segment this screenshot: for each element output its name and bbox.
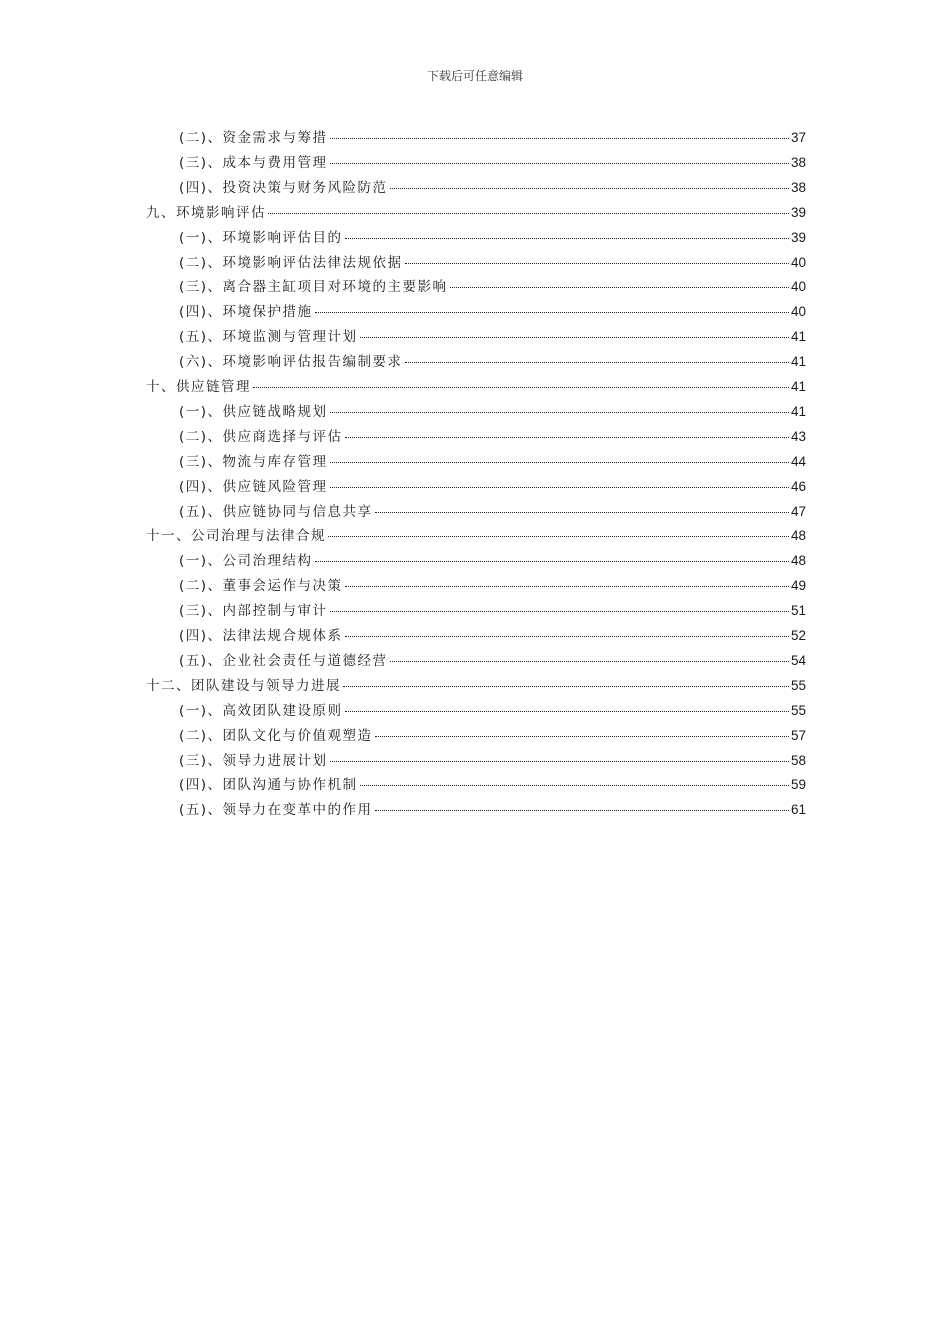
toc-section-entry[interactable] xyxy=(179,500,806,522)
toc-page-number: 41 xyxy=(790,354,806,370)
toc-dot-leader xyxy=(330,611,789,612)
toc-page-number: 43 xyxy=(790,428,806,444)
toc-section-entry[interactable] xyxy=(179,699,806,721)
toc-dot-leader xyxy=(405,263,789,264)
toc-entry-title: 九、环境影响评估 xyxy=(146,204,266,221)
toc-entry-title: 十一、公司治理与法律合规 xyxy=(146,528,326,545)
toc-dot-leader xyxy=(360,785,789,786)
toc-page-number: 51 xyxy=(790,603,806,619)
toc-entry-title: (三)、内部控制与审计 xyxy=(179,603,328,620)
toc-section-entry[interactable] xyxy=(179,300,806,322)
toc-page-number: 46 xyxy=(790,478,806,494)
toc-entry-title: (五)、企业社会责任与道德经营 xyxy=(179,652,388,669)
toc-dot-leader xyxy=(253,387,789,388)
toc-entry-title: (二)、供应商选择与评估 xyxy=(179,428,343,445)
toc-section-entry[interactable] xyxy=(179,325,806,347)
toc-entry-title: (四)、投资决策与财务风险防范 xyxy=(179,179,388,196)
toc-section-entry[interactable] xyxy=(179,749,806,771)
toc-dot-leader xyxy=(328,536,789,537)
toc-dot-leader xyxy=(268,213,789,214)
toc-section-entry[interactable] xyxy=(179,350,806,372)
toc-section-entry[interactable] xyxy=(179,475,806,497)
toc-dot-leader xyxy=(375,736,789,737)
toc-section-entry[interactable] xyxy=(179,773,806,795)
toc-page-number: 41 xyxy=(790,403,806,419)
toc-entry-title: (五)、供应链协同与信息共享 xyxy=(179,503,373,520)
toc-page-number: 52 xyxy=(790,628,806,643)
toc-entry-title: (四)、团队沟通与协作机制 xyxy=(179,777,358,794)
toc-entry-title: (一)、公司治理结构 xyxy=(179,553,313,570)
toc-section-entry[interactable] xyxy=(179,275,806,297)
toc-section-entry[interactable] xyxy=(179,599,806,621)
toc-entry-title: (二)、董事会运作与决策 xyxy=(179,578,343,595)
toc-dot-leader xyxy=(390,661,789,662)
toc-entry-title: (一)、供应链战略规划 xyxy=(179,403,328,420)
toc-page-number: 47 xyxy=(790,503,806,519)
page-header: 下载后可任意编辑 xyxy=(426,69,523,83)
toc-dot-leader xyxy=(330,163,789,164)
toc-entry-title: (一)、高效团队建设原则 xyxy=(179,702,343,719)
toc-entry-title: (一)、环境影响评估目的 xyxy=(179,229,343,246)
toc-chapter-entry[interactable] xyxy=(146,375,806,397)
toc-dot-leader xyxy=(330,462,789,463)
toc-dot-leader xyxy=(315,312,789,313)
toc-entry-title: (二)、团队文化与价值观塑造 xyxy=(179,727,373,744)
toc-dot-leader xyxy=(390,188,789,189)
toc-dot-leader xyxy=(345,437,789,438)
toc-dot-leader xyxy=(330,138,789,139)
toc-page-number: 61 xyxy=(790,802,806,818)
toc-page-number: 55 xyxy=(790,702,806,718)
toc-page-number: 57 xyxy=(790,727,806,743)
toc-dot-leader xyxy=(345,586,789,587)
toc-section-entry[interactable] xyxy=(179,126,806,148)
toc-entry-title: (三)、物流与库存管理 xyxy=(179,453,328,470)
toc-section-entry[interactable] xyxy=(179,724,806,746)
toc-entry-title: (六)、环境影响评估报告编制要求 xyxy=(179,354,403,371)
toc-page-number: 48 xyxy=(790,528,806,544)
toc-page-number: 59 xyxy=(790,777,806,793)
toc-dot-leader xyxy=(330,412,789,413)
toc-entry-title: (三)、离合器主缸项目对环境的主要影响 xyxy=(179,279,448,296)
toc-dot-leader xyxy=(375,810,789,811)
toc-page-number: 40 xyxy=(790,304,806,320)
toc-dot-leader xyxy=(345,238,789,239)
toc-dot-leader xyxy=(330,487,789,488)
toc-page-number: 55 xyxy=(790,677,806,693)
toc-entry-title: 十、供应链管理 xyxy=(146,379,251,395)
toc-entry-title: (三)、成本与费用管理 xyxy=(179,154,328,171)
toc-entry-title: 十二、团队建设与领导力进展 xyxy=(146,677,341,694)
toc-entry-title: (四)、法律法规合规体系 xyxy=(179,628,343,644)
toc-entry-title: (四)、供应链风险管理 xyxy=(179,478,328,495)
toc-page-number: 40 xyxy=(790,254,806,270)
toc-section-entry[interactable] xyxy=(179,226,806,248)
toc-section-entry[interactable] xyxy=(179,450,806,472)
toc-dot-leader xyxy=(345,636,789,637)
toc-dot-leader xyxy=(450,287,789,288)
toc-page-number: 41 xyxy=(790,379,806,394)
toc-page-number: 39 xyxy=(790,229,806,245)
toc-dot-leader xyxy=(360,337,789,338)
toc-section-entry[interactable] xyxy=(179,624,806,646)
toc-section-entry[interactable] xyxy=(179,649,806,671)
toc-page-number: 58 xyxy=(790,752,806,768)
toc-entry-title: (三)、领导力进展计划 xyxy=(179,752,328,769)
toc-page-number: 37 xyxy=(790,130,806,145)
toc-chapter-entry[interactable] xyxy=(146,201,806,223)
toc-entry-title: (二)、资金需求与筹措 xyxy=(179,130,328,146)
toc-entry-title: (五)、领导力在变革中的作用 xyxy=(179,802,373,819)
toc-section-entry[interactable] xyxy=(179,176,806,198)
toc-entry-title: (五)、环境监测与管理计划 xyxy=(179,329,358,346)
toc-page-number: 44 xyxy=(790,453,806,469)
toc-section-entry[interactable] xyxy=(179,251,806,273)
toc-page-number: 49 xyxy=(790,578,806,594)
toc-dot-leader xyxy=(345,711,789,712)
toc-page-number: 38 xyxy=(790,179,806,195)
toc-page-number: 38 xyxy=(790,154,806,170)
toc-dot-leader xyxy=(315,561,789,562)
toc-dot-leader xyxy=(375,512,789,513)
toc-entry-title: (四)、环境保护措施 xyxy=(179,304,313,321)
toc-dot-leader xyxy=(343,686,789,687)
toc-section-entry[interactable] xyxy=(179,549,806,571)
toc-page-number: 39 xyxy=(790,204,806,220)
toc-page-number: 54 xyxy=(790,652,806,668)
toc-dot-leader xyxy=(330,761,789,762)
toc-dot-leader xyxy=(405,362,789,363)
toc-entry-title: (二)、环境影响评估法律法规依据 xyxy=(179,254,403,271)
toc-section-entry[interactable] xyxy=(179,151,806,173)
toc-section-entry[interactable] xyxy=(179,798,806,820)
toc-page-number: 48 xyxy=(790,553,806,569)
toc-page-number: 40 xyxy=(790,279,806,295)
toc-page-number: 41 xyxy=(790,329,806,345)
toc-section-entry[interactable] xyxy=(179,400,806,422)
toc-chapter-entry[interactable] xyxy=(146,674,806,696)
toc-section-entry[interactable] xyxy=(179,425,806,447)
toc-section-entry[interactable] xyxy=(179,574,806,596)
toc-chapter-entry[interactable] xyxy=(146,524,806,546)
